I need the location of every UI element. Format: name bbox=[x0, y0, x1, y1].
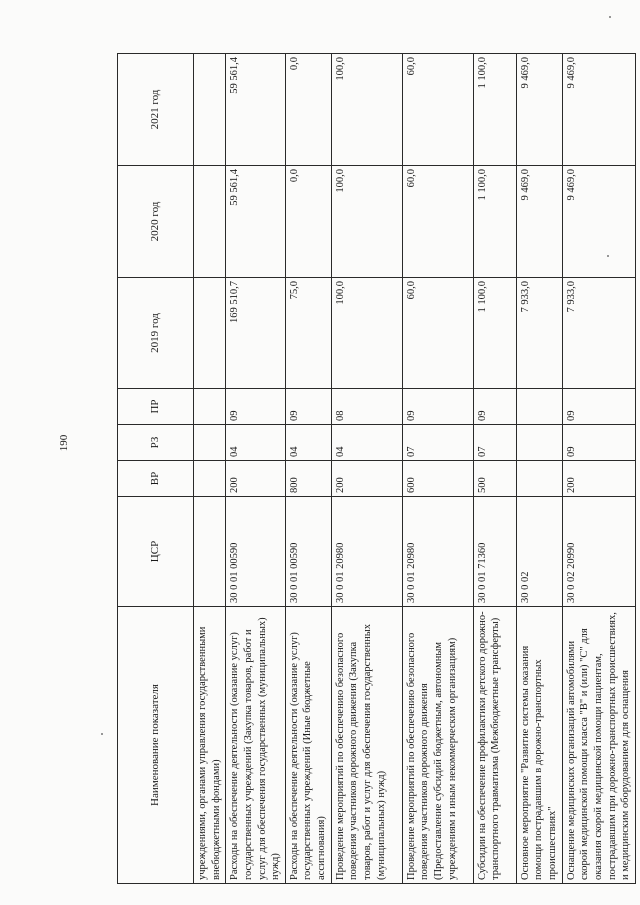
table-row bbox=[285, 54, 331, 884]
row-2020: 9 469,0 bbox=[516, 166, 562, 278]
header-2019: 2019 год bbox=[118, 278, 194, 389]
row-vr bbox=[516, 461, 562, 497]
row-2020: 59 561,4 bbox=[226, 166, 286, 278]
scan-speck bbox=[609, 16, 611, 18]
row-rz: 04 bbox=[226, 425, 286, 461]
row-csr: 30 0 02 20990 bbox=[562, 497, 635, 607]
row-csr bbox=[194, 497, 226, 607]
row-name: учреждениями, органами управления государственными внебюджетными фондами) bbox=[194, 607, 226, 884]
scan-speck bbox=[607, 255, 609, 257]
row-name: Субсидии на обеспечение профилактики детского дорожно-транспортного травматизма (Межбюджетные трансферты) bbox=[473, 607, 516, 884]
row-rz: 07 bbox=[402, 425, 473, 461]
row-2019: 60,0 bbox=[402, 278, 473, 389]
row-2021: 59 561,4 bbox=[226, 54, 286, 166]
row-rz bbox=[516, 425, 562, 461]
table-row bbox=[562, 54, 635, 884]
rotated-table-container bbox=[117, 54, 632, 884]
table-header-row bbox=[118, 54, 194, 884]
row-csr: 30 0 02 bbox=[516, 497, 562, 607]
row-2020 bbox=[194, 166, 226, 278]
row-pr: 09 bbox=[285, 389, 331, 425]
row-2019: 1 100,0 bbox=[473, 278, 516, 389]
header-vr: ВР bbox=[118, 461, 194, 497]
row-name: Проведение мероприятий по обеспечению безопасного поведения участников дорожного движения (Закупка товаров, работ и услуг для обеспечения государственных (муниципальных) нужд) bbox=[331, 607, 402, 884]
header-csr: ЦСР bbox=[118, 497, 194, 607]
budget-table bbox=[117, 53, 636, 884]
row-csr: 30 0 01 71360 bbox=[473, 497, 516, 607]
row-name: Расходы на обеспечение деятельности (оказание услуг) государственных учреждений (Закупка товаров, работ и услуг для обеспечения государственных (муниципальных) нужд) bbox=[226, 607, 286, 884]
scan-speck bbox=[101, 733, 103, 735]
row-2021: 9 469,0 bbox=[562, 54, 635, 166]
page-number: 190 bbox=[58, 434, 70, 452]
row-name: Проведение мероприятий по обеспечению безопасного поведения участников дорожного движения (Предоставление субсидий бюджетным, автономным учреждениям и иным некоммерческим организациям) bbox=[402, 607, 473, 884]
header-rz: РЗ bbox=[118, 425, 194, 461]
header-pr: ПР bbox=[118, 389, 194, 425]
row-rz bbox=[194, 425, 226, 461]
row-2019: 100,0 bbox=[331, 278, 402, 389]
row-2021: 9 469,0 bbox=[516, 54, 562, 166]
row-pr bbox=[516, 389, 562, 425]
row-name: Оснащение медицинских организаций автомобилями скорой медицинской помощи класса "В" и (или) "С" для оказания скорой медицинской помощи пациентам, пострадавшим при дорожно-транспортных происшествиях, и медицинским оборудованием для оснащения bbox=[562, 607, 635, 884]
row-rz: 04 bbox=[285, 425, 331, 461]
row-csr: 30 0 01 00590 bbox=[226, 497, 286, 607]
row-name: Основное мероприятие "Развитие системы оказания помощи пострадавшим в дорожно-транспортных происшествиях" bbox=[516, 607, 562, 884]
row-2021 bbox=[194, 54, 226, 166]
row-name: Расходы на обеспечение деятельности (оказание услуг) государственных учреждений (Иные бюджетные ассигнования) bbox=[285, 607, 331, 884]
table-row bbox=[226, 54, 286, 884]
row-rz: 09 bbox=[562, 425, 635, 461]
row-2021: 0,0 bbox=[285, 54, 331, 166]
table-viewport bbox=[117, 54, 632, 884]
table-row bbox=[516, 54, 562, 884]
row-vr: 200 bbox=[226, 461, 286, 497]
row-2019: 75,0 bbox=[285, 278, 331, 389]
header-2021: 2021 год bbox=[118, 54, 194, 166]
row-2021: 1 100,0 bbox=[473, 54, 516, 166]
row-rz: 07 bbox=[473, 425, 516, 461]
row-vr: 600 bbox=[402, 461, 473, 497]
row-2021: 100,0 bbox=[331, 54, 402, 166]
row-2021: 60,0 bbox=[402, 54, 473, 166]
row-vr: 200 bbox=[562, 461, 635, 497]
row-vr: 200 bbox=[331, 461, 402, 497]
table-row bbox=[473, 54, 516, 884]
row-pr: 09 bbox=[473, 389, 516, 425]
row-pr: 09 bbox=[402, 389, 473, 425]
row-pr: 09 bbox=[226, 389, 286, 425]
row-vr bbox=[194, 461, 226, 497]
row-2020: 1 100,0 bbox=[473, 166, 516, 278]
row-2019: 7 933,0 bbox=[562, 278, 635, 389]
row-pr bbox=[194, 389, 226, 425]
row-csr: 30 0 01 20980 bbox=[331, 497, 402, 607]
row-2020: 100,0 bbox=[331, 166, 402, 278]
row-2020: 60,0 bbox=[402, 166, 473, 278]
row-2020: 0,0 bbox=[285, 166, 331, 278]
row-2019 bbox=[194, 278, 226, 389]
header-name: Наименование показателя bbox=[118, 607, 194, 884]
row-2019: 7 933,0 bbox=[516, 278, 562, 389]
row-2020: 9 469,0 bbox=[562, 166, 635, 278]
row-vr: 800 bbox=[285, 461, 331, 497]
header-2020: 2020 год bbox=[118, 166, 194, 278]
row-2019: 169 510,7 bbox=[226, 278, 286, 389]
row-rz: 04 bbox=[331, 425, 402, 461]
row-vr: 500 bbox=[473, 461, 516, 497]
table-row bbox=[331, 54, 402, 884]
table-row bbox=[194, 54, 226, 884]
row-pr: 08 bbox=[331, 389, 402, 425]
table-row bbox=[402, 54, 473, 884]
row-pr: 09 bbox=[562, 389, 635, 425]
row-csr: 30 0 01 20980 bbox=[402, 497, 473, 607]
row-csr: 30 0 01 00590 bbox=[285, 497, 331, 607]
